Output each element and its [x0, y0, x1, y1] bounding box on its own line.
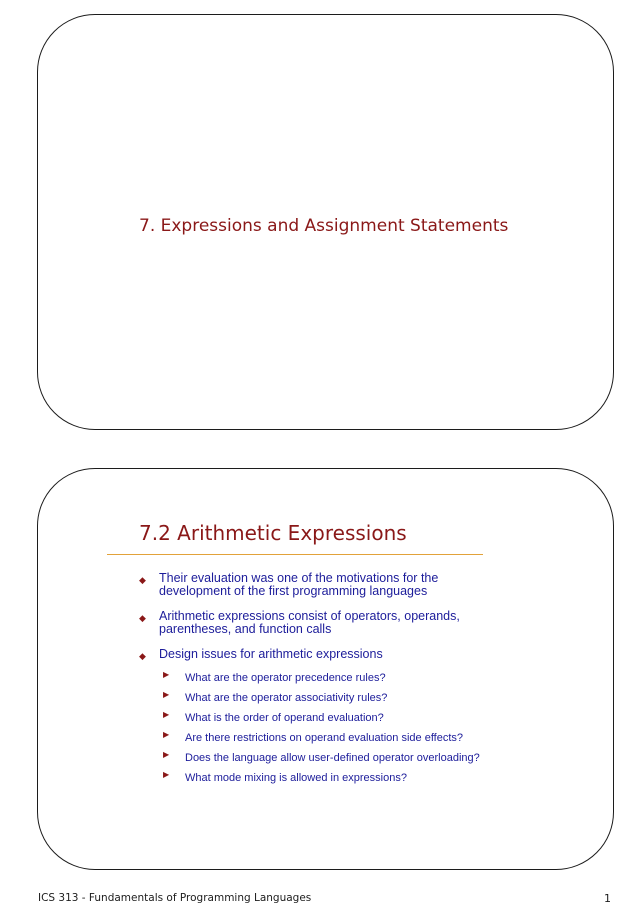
triangle-right-icon: ▶ [163, 670, 170, 679]
sub-bullet-item [163, 748, 489, 768]
diamond-icon: ◆ [139, 651, 146, 661]
bullet-item [138, 648, 489, 788]
slide-1-title: 7. Expressions and Assignment Statements [139, 216, 509, 236]
sub-bullet-text: What are the operator precedence rules? [185, 672, 386, 684]
slide-1 [37, 14, 614, 430]
diamond-icon: ◆ [139, 575, 146, 585]
bullet-item [138, 572, 489, 598]
bullet-list [138, 572, 489, 800]
triangle-right-icon: ▶ [163, 730, 170, 739]
sub-bullet-text: Does the language allow user-defined operator overloading? [185, 752, 480, 764]
sub-bullet-list [163, 668, 489, 788]
sub-bullet-item [163, 688, 489, 708]
sub-bullet-item [163, 768, 489, 788]
diamond-icon: ◆ [139, 613, 146, 623]
bullet-text: Design issues for arithmetic expressions [159, 647, 383, 661]
footer-course-title: ICS 313 - Fundamentals of Programming Languages [38, 892, 312, 904]
bullet-text: Their evaluation was one of the motivations for the development of the first programming languages [159, 571, 439, 598]
triangle-right-icon: ▶ [163, 750, 170, 759]
sub-bullet-item [163, 668, 489, 688]
sub-bullet-item [163, 728, 489, 748]
sub-bullet-item [163, 708, 489, 728]
title-divider [107, 554, 483, 555]
triangle-right-icon: ▶ [163, 710, 170, 719]
bullet-item [138, 610, 489, 636]
slide-2 [37, 468, 614, 870]
slide-2-title: 7.2 Arithmetic Expressions [139, 521, 407, 545]
triangle-right-icon: ▶ [163, 690, 170, 699]
triangle-right-icon: ▶ [163, 770, 170, 779]
footer-page-number: 1 [604, 892, 611, 905]
sub-bullet-text: Are there restrictions on operand evaluation side effects? [185, 732, 464, 744]
sub-bullet-text: What are the operator associativity rules? [185, 692, 388, 704]
sub-bullet-text: What mode mixing is allowed in expressions? [185, 772, 407, 784]
bullet-text: Arithmetic expressions consist of operators, operands, parentheses, and function calls [159, 609, 460, 636]
sub-bullet-text: What is the order of operand evaluation? [185, 712, 384, 724]
